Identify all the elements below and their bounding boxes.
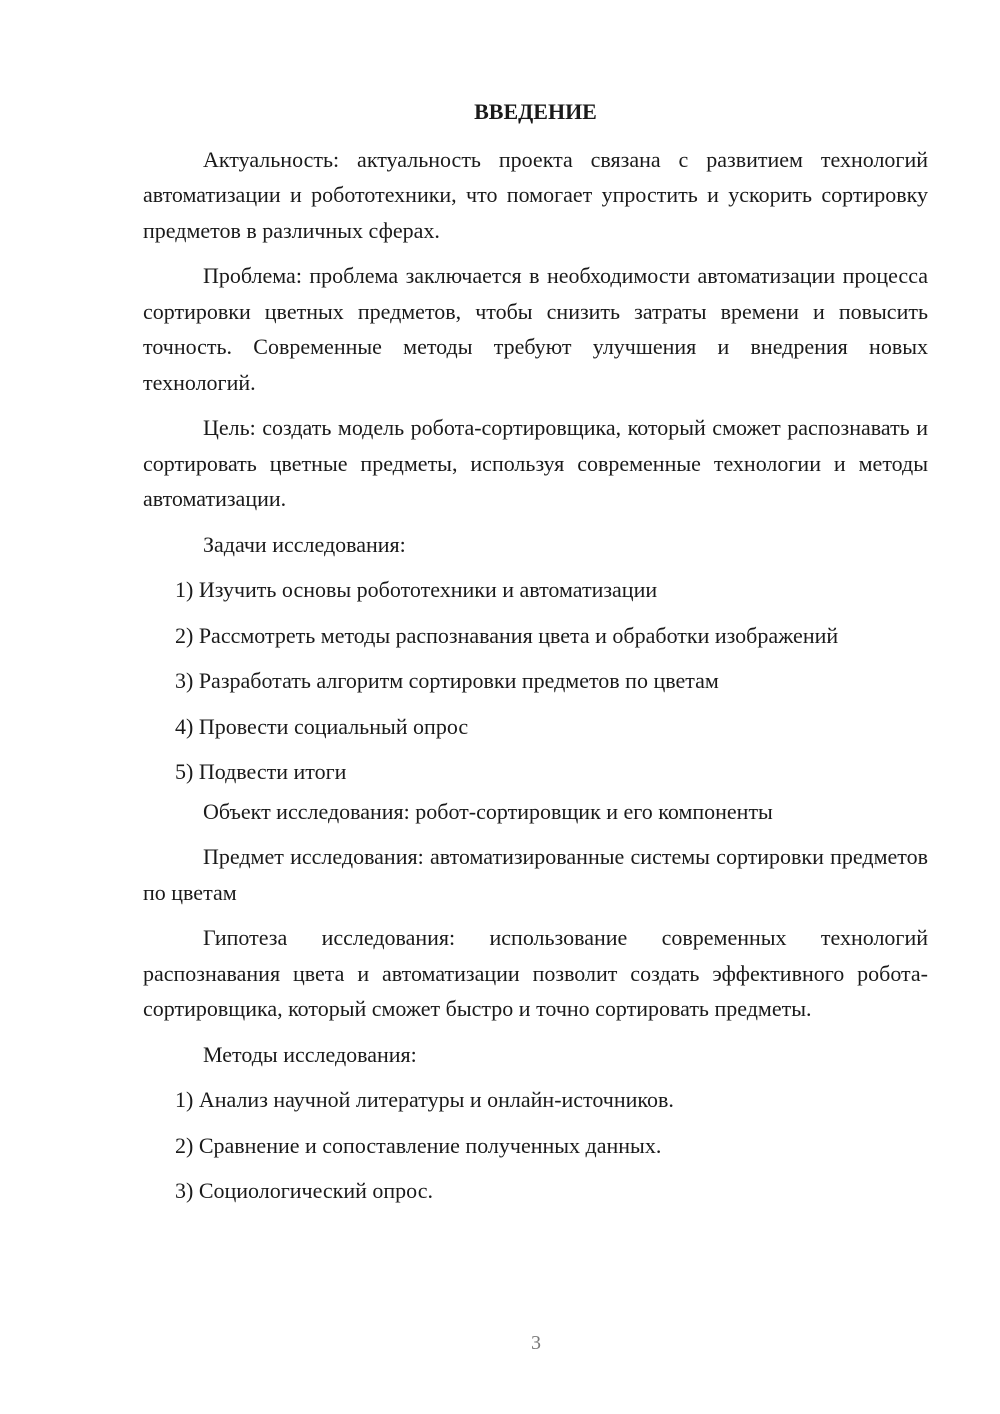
object-paragraph: Объект исследования: робот-сортировщик и его компоненты <box>203 798 773 824</box>
page-title: ВВЕДЕНИЕ <box>474 99 597 124</box>
tasks-heading: Задачи исследования: <box>203 531 406 557</box>
document-body <box>143 94 928 1219</box>
problem-paragraph: Проблема: проблема заключается в необходимости автоматизации процесса сортировки цветных предметов, чтобы снизить затраты времени и повысить точность. Современные методы требуют улучшения и внедрения новых технологий. <box>143 263 928 395</box>
task-item-1: 1) Изучить основы робототехники и автоматизации <box>175 577 658 602</box>
page-number: 3 <box>531 1332 541 1354</box>
method-item-2: 2) Сравнение и сопоставление полученных данных. <box>175 1132 662 1158</box>
relevance-paragraph: Актуальность: актуальность проекта связана с развитием технологий автоматизации и робототехники, что помогает упростить и ускорить сортировку предметов в различных сферах. <box>143 146 928 243</box>
goal-paragraph: Цель: создать модель робота-сортировщика, который сможет распознавать и сортировать цветные предметы, используя современные технологии и методы автоматизации. <box>143 415 928 511</box>
task-item-3: 3) Разработать алгоритм сортировки предметов по цветам <box>175 668 719 693</box>
task-item-2: 2) Рассмотреть методы распознавания цвета и обработки изображений <box>175 622 839 648</box>
method-item-3: 3) Социологический опрос. <box>175 1178 433 1203</box>
task-item-4: 4) Провести социальный опрос <box>175 713 469 739</box>
subject-paragraph: Предмет исследования: автоматизированные системы сортировки предметов по цветам <box>143 844 928 905</box>
task-item-5: 5) Подвести итоги <box>175 759 347 784</box>
method-item-1: 1) Анализ научной литературы и онлайн-источников. <box>175 1087 674 1112</box>
hypothesis-paragraph: Гипотеза исследования: использование современных технологий распознавания цвета и автоматизации позволит создать эффективного робота-сортировщика, который сможет быстро и точно сортировать предметы. <box>143 925 928 1021</box>
methods-heading: Методы исследования: <box>203 1041 417 1067</box>
